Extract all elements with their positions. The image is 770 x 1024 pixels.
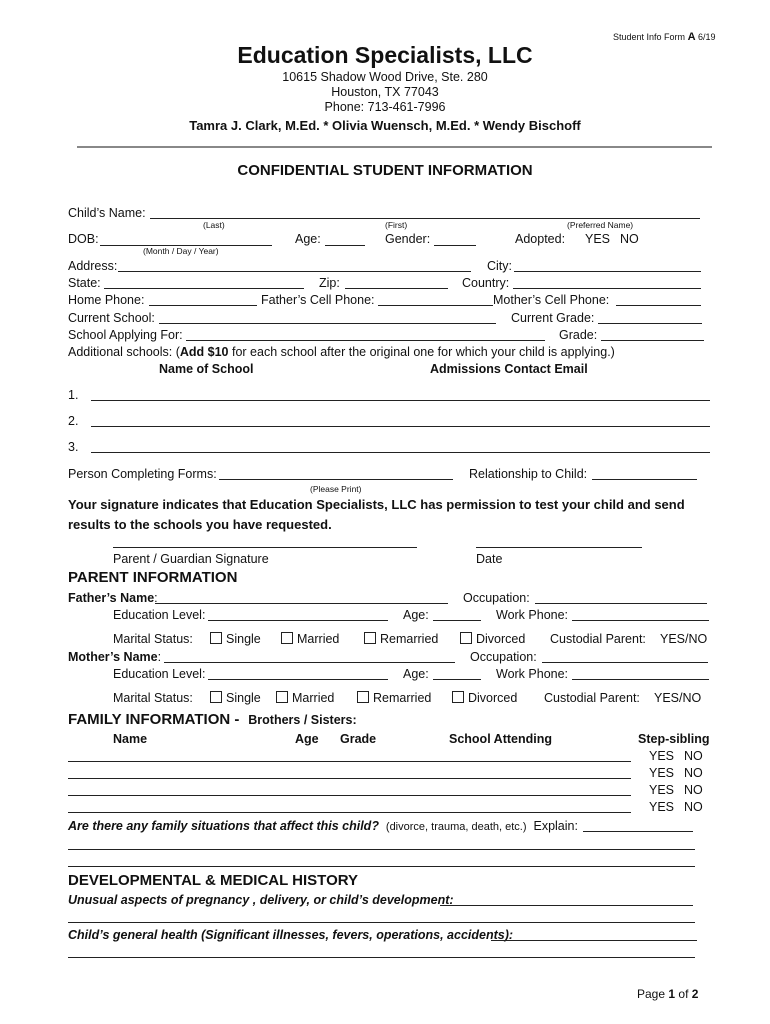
sub-last: (Last) <box>203 220 225 230</box>
gender-label: Gender: <box>385 232 431 246</box>
mother-name-label: Mother’s Name: <box>68 650 162 664</box>
father-marital-label: Marital Status: <box>113 632 193 646</box>
family-col-step: Step-sibling <box>638 732 710 746</box>
city-label: City: <box>487 259 512 273</box>
address-label: Address: <box>68 259 118 273</box>
current-grade-label: Current Grade: <box>511 311 595 325</box>
col-school-name: Name of School <box>159 362 254 376</box>
mother-work-phone-label: Work Phone: <box>496 667 569 681</box>
dob-label: DOB: <box>68 232 99 246</box>
mother-custodial-options[interactable]: YES/NO <box>654 691 702 705</box>
father-age-field[interactable] <box>433 620 481 621</box>
mother-education-label: Education Level: <box>113 667 206 681</box>
mother-cell-field[interactable] <box>616 305 701 306</box>
person-completing-label: Person Completing Forms: <box>68 467 217 481</box>
pregnancy-label: Unusual aspects of pregnancy , delivery, or child’s development: <box>68 893 454 907</box>
sibling-row-2-field[interactable] <box>68 778 631 779</box>
person-completing-field[interactable] <box>219 479 453 480</box>
mother-education-field[interactable] <box>208 679 388 680</box>
school-row-2-num: 2. <box>68 414 79 428</box>
address-field[interactable] <box>118 271 471 272</box>
father-work-phone-label: Work Phone: <box>496 608 569 622</box>
pregnancy-field[interactable] <box>440 905 693 906</box>
general-health-field[interactable] <box>491 940 697 941</box>
father-occupation-field[interactable] <box>535 603 707 604</box>
form-id: Student Info Form A 6/19 <box>613 31 716 43</box>
grade-label: Grade: <box>559 328 598 342</box>
mother-single-checkbox[interactable]: Single <box>210 691 261 706</box>
father-custodial-label: Custodial Parent: <box>550 632 646 646</box>
mother-married-checkbox[interactable]: Married <box>276 691 334 706</box>
col-admissions-email: Admissions Contact Email <box>430 362 588 376</box>
medical-heading: DEVELOPMENTAL & MEDICAL HISTORY <box>68 872 359 889</box>
father-work-phone-field[interactable] <box>572 620 709 621</box>
signature-label: Parent / Guardian Signature <box>113 552 269 566</box>
grade-field[interactable] <box>601 340 704 341</box>
father-custodial-options[interactable]: YES/NO <box>660 632 708 646</box>
current-grade-field[interactable] <box>598 323 702 324</box>
city-field[interactable] <box>514 271 701 272</box>
father-occupation-label: Occupation: <box>463 591 530 605</box>
age-label: Age: <box>295 232 321 246</box>
mother-occupation-field[interactable] <box>542 662 708 663</box>
sibling-row-1-yes[interactable]: YES <box>649 749 675 763</box>
mother-age-label: Age: <box>403 667 429 681</box>
father-name-label: Father’s Name: <box>68 591 158 605</box>
pregnancy-line-2[interactable] <box>68 922 695 923</box>
father-cell-field[interactable] <box>378 305 493 306</box>
current-school-label: Current School: <box>68 311 155 325</box>
current-school-field[interactable] <box>159 323 496 324</box>
mother-marital-label: Marital Status: <box>113 691 193 705</box>
relationship-label: Relationship to Child: <box>469 467 588 481</box>
father-remarried-checkbox[interactable]: Remarried <box>364 632 438 647</box>
state-field[interactable] <box>104 288 304 289</box>
adopted-label: Adopted: <box>515 232 566 246</box>
sub-first: (First) <box>385 220 408 230</box>
family-col-grade: Grade <box>340 732 377 746</box>
country-label: Country: <box>462 276 510 290</box>
org-address-1: 10615 Shadow Wood Drive, Ste. 280 <box>282 70 488 84</box>
country-field[interactable] <box>513 288 701 289</box>
mother-custodial-label: Custodial Parent: <box>544 691 640 705</box>
sibling-row-2-yes[interactable]: YES <box>649 766 675 780</box>
school-row-1-field[interactable] <box>91 400 710 401</box>
child-name-field[interactable] <box>150 218 700 219</box>
school-row-3-num: 3. <box>68 440 79 454</box>
father-age-label: Age: <box>403 608 429 622</box>
additional-schools-note: Additional schools: (Add $10 for each school after the original one for which your child is applying.) <box>68 345 615 359</box>
org-address-2: Houston, TX 77043 <box>331 85 439 99</box>
father-married-checkbox[interactable]: Married <box>281 632 339 647</box>
mother-occupation-label: Occupation: <box>470 650 537 664</box>
signature-date-label: Date <box>476 552 503 566</box>
family-col-school: School Attending <box>449 732 552 746</box>
sibling-row-1-no[interactable]: NO <box>684 749 703 763</box>
father-single-checkbox[interactable]: Single <box>210 632 261 647</box>
mother-work-phone-field[interactable] <box>572 679 709 680</box>
adopted-yes[interactable]: YES <box>585 232 611 246</box>
sub-preferred: (Preferred Name) <box>567 220 634 230</box>
parent-heading: PARENT INFORMATION <box>68 569 238 586</box>
signature-statement-2: results to the schools you have requested. <box>68 517 332 532</box>
signature-statement-1: Your signature indicates that Education Specialists, LLC has permission to test your child and send <box>68 497 685 512</box>
sibling-row-4-field[interactable] <box>68 812 631 813</box>
school-row-2-field[interactable] <box>91 426 710 427</box>
family-explain-line-2[interactable] <box>68 849 695 850</box>
family-col-name: Name <box>113 732 148 746</box>
gender-field[interactable] <box>434 245 476 246</box>
sibling-row-4-no[interactable]: NO <box>684 800 703 814</box>
sibling-row-4-yes[interactable]: YES <box>649 800 675 814</box>
relationship-field[interactable] <box>592 479 697 480</box>
family-explain-line-3[interactable] <box>68 866 695 867</box>
father-name-field[interactable] <box>155 603 448 604</box>
form-title: CONFIDENTIAL STUDENT INFORMATION <box>237 162 533 179</box>
zip-label: Zip: <box>319 276 340 290</box>
header-divider <box>77 146 712 148</box>
signature-field[interactable] <box>113 547 417 548</box>
dob-sub: (Month / Day / Year) <box>143 246 219 256</box>
school-applying-label: School Applying For: <box>68 328 183 342</box>
father-education-label: Education Level: <box>113 608 206 622</box>
school-applying-field[interactable] <box>186 340 545 341</box>
father-cell-label: Father’s Cell Phone: <box>261 293 375 307</box>
school-row-1-num: 1. <box>68 388 79 402</box>
org-phone: Phone: 713-461-7996 <box>324 100 446 114</box>
mother-cell-label: Mother’s Cell Phone: <box>493 293 610 307</box>
zip-field[interactable] <box>345 288 448 289</box>
state-label: State: <box>68 276 101 290</box>
school-row-3-field[interactable] <box>91 452 710 453</box>
please-print-sub: (Please Print) <box>310 484 362 494</box>
mother-remarried-checkbox[interactable]: Remarried <box>357 691 431 706</box>
child-name-label: Child’s Name: <box>68 206 146 220</box>
mother-name-field[interactable] <box>164 662 455 663</box>
father-education-field[interactable] <box>208 620 388 621</box>
age-field[interactable] <box>325 245 365 246</box>
family-heading: FAMILY INFORMATION - Brothers / Sisters: <box>68 711 357 728</box>
mother-divorced-checkbox[interactable]: Divorced <box>452 691 517 706</box>
sibling-row-1-field[interactable] <box>68 761 631 762</box>
org-name: Education Specialists, LLC <box>237 42 533 68</box>
father-divorced-checkbox[interactable]: Divorced <box>460 632 525 647</box>
home-phone-field[interactable] <box>149 305 257 306</box>
mother-age-field[interactable] <box>433 679 481 680</box>
adopted-no[interactable]: NO <box>620 232 639 246</box>
sibling-row-3-field[interactable] <box>68 795 631 796</box>
sibling-row-3-yes[interactable]: YES <box>649 783 675 797</box>
sibling-row-3-no[interactable]: NO <box>684 783 703 797</box>
signature-date-field[interactable] <box>476 547 642 548</box>
general-health-line-2[interactable] <box>68 957 695 958</box>
org-staff: Tamra J. Clark, M.Ed. * Olivia Wuensch, M.Ed. * Wendy Bischoff <box>189 118 581 133</box>
sibling-row-2-no[interactable]: NO <box>684 766 703 780</box>
home-phone-label: Home Phone: <box>68 293 145 307</box>
page-number: Page 1 of 2 <box>637 987 699 1001</box>
family-col-age: Age <box>295 732 319 746</box>
family-situations-question: Are there any family situations that affect this child? (divorce, trauma, death, etc.) Explain: <box>68 819 578 833</box>
general-health-label: Child’s general health (Significant illnesses, fevers, operations, accidents): <box>68 928 514 942</box>
family-explain-field[interactable] <box>583 831 693 832</box>
